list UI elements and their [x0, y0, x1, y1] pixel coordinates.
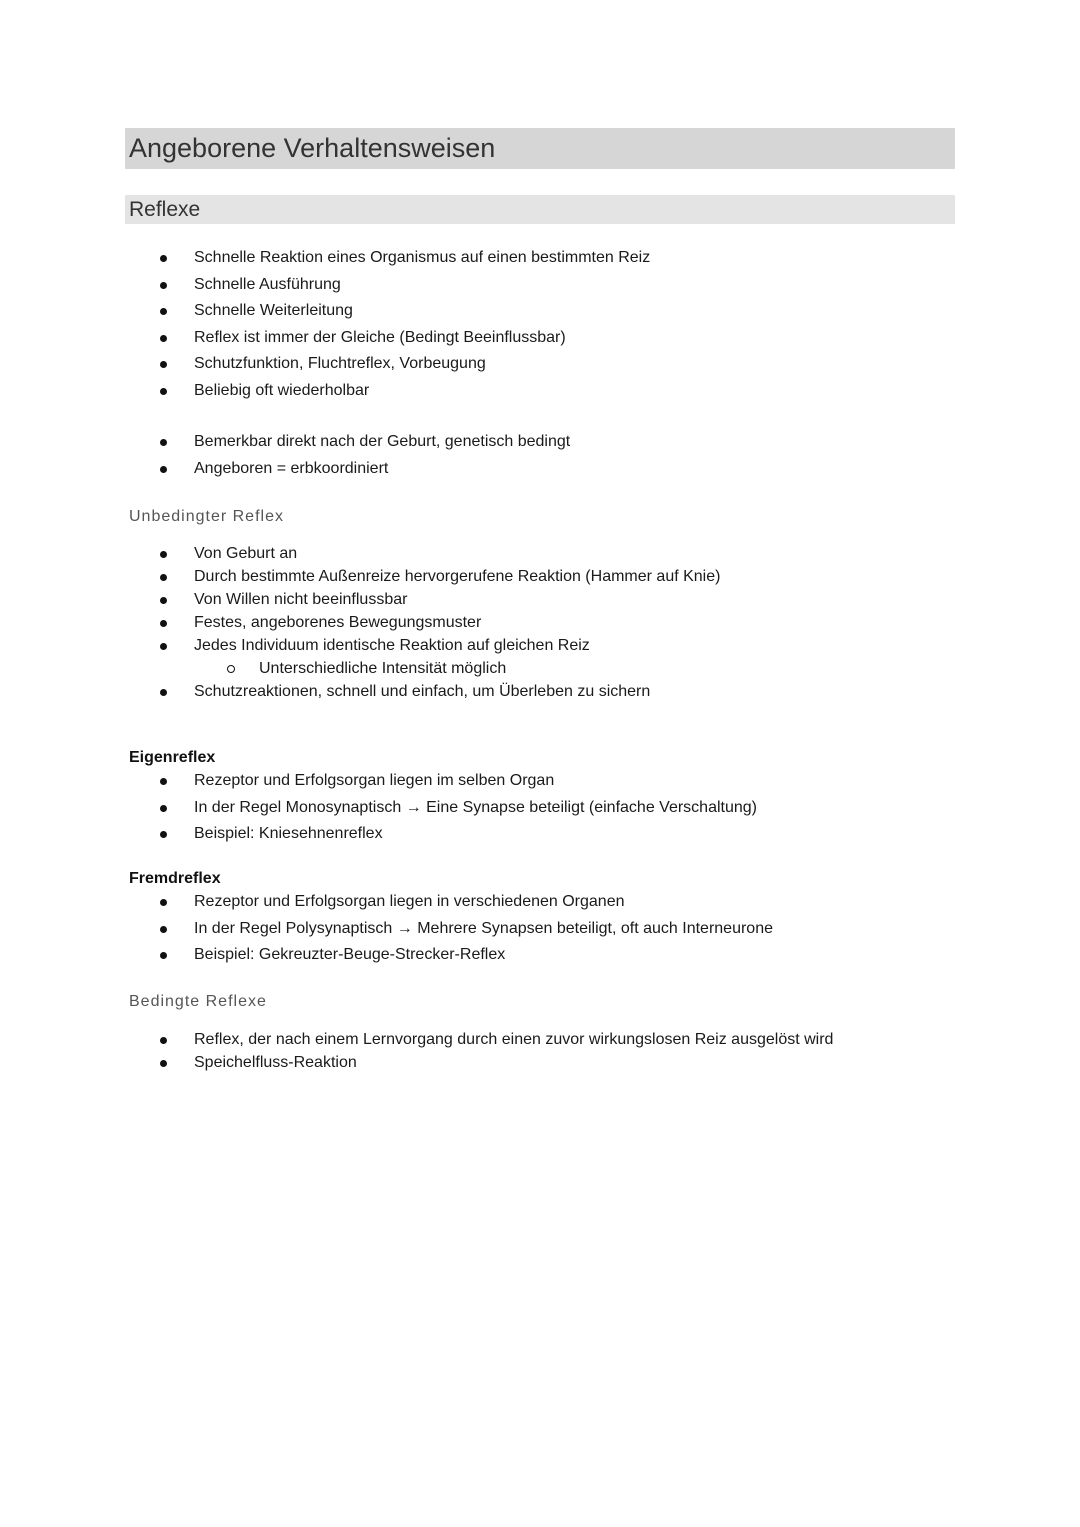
- bullet-icon: [160, 574, 167, 581]
- page-title: Angeborene Verhaltensweisen: [125, 128, 955, 169]
- bullet-icon: [160, 805, 167, 812]
- bullet-icon: [160, 1060, 167, 1067]
- subheading-unbedingter-reflex: Unbedingter Reflex: [129, 508, 284, 525]
- bullet-icon: [160, 899, 167, 906]
- section-heading-reflexe: Reflexe: [125, 195, 955, 224]
- bullet-icon: [160, 952, 167, 959]
- bullet-icon: [160, 551, 167, 558]
- bullet-icon: [160, 689, 167, 696]
- bullet-icon: [160, 255, 167, 262]
- subheading-bedingte-reflexe: Bedingte Reflexe: [129, 993, 267, 1010]
- bullet-icon: [160, 1037, 167, 1044]
- bullet-icon: [160, 282, 167, 289]
- bullet-icon: [160, 466, 167, 473]
- circle-bullet-icon: [227, 665, 235, 673]
- bullet-icon: [160, 778, 167, 785]
- subheading-fremdreflex: Fremdreflex: [129, 870, 221, 887]
- bullet-icon: [160, 335, 167, 342]
- bullet-icon: [160, 643, 167, 650]
- bullet-icon: [160, 439, 167, 446]
- bullet-icon: [160, 831, 167, 838]
- subheading-eigenreflex: Eigenreflex: [129, 749, 216, 766]
- bullet-icon: [160, 597, 167, 604]
- bullet-icon: [160, 620, 167, 627]
- bullet-icon: [160, 308, 167, 315]
- bullet-icon: [160, 388, 167, 395]
- bullet-icon: [160, 361, 167, 368]
- bullet-icon: [160, 926, 167, 933]
